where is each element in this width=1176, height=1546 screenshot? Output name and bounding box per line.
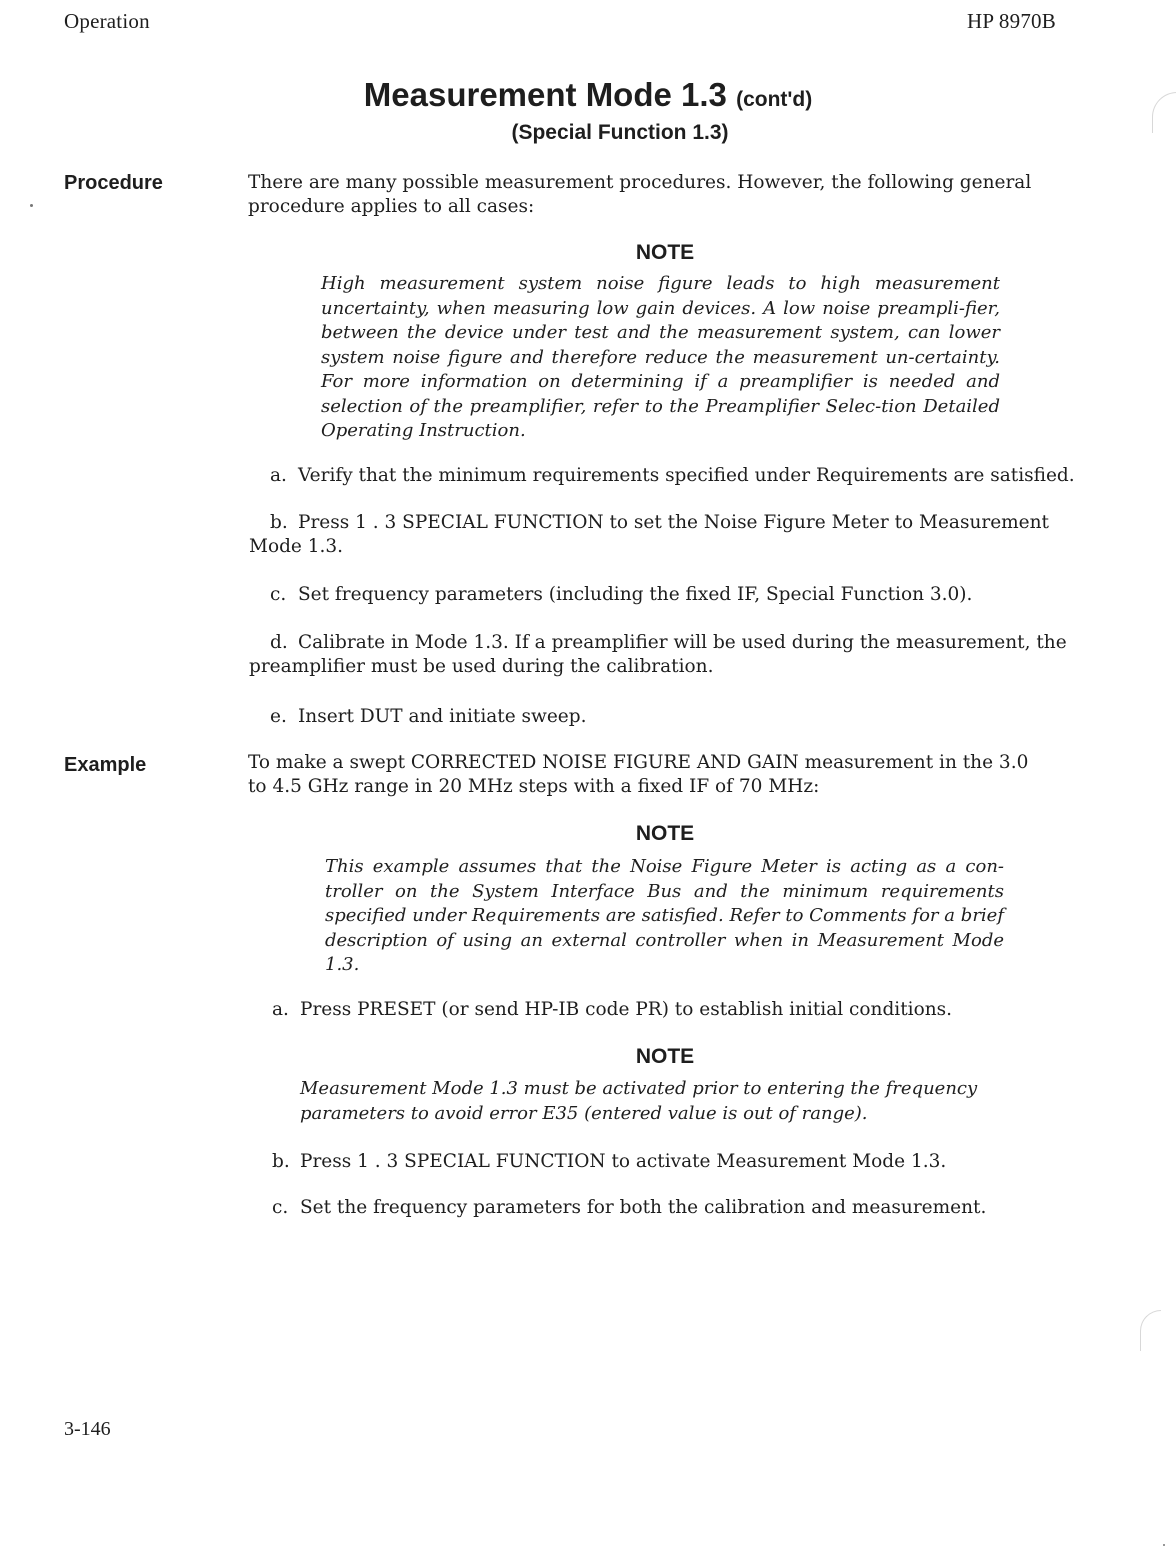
procedure-step-d <box>249 631 1089 679</box>
running-header-section: Operation <box>64 9 150 33</box>
step-letter: a. <box>272 999 289 1020</box>
procedure-label: Procedure <box>64 172 163 194</box>
procedure-step-a <box>270 464 1090 488</box>
step-text: Set frequency parameters (including the fixed IF, Special Function 3.0). <box>298 584 973 605</box>
step-text: Verify that the minimum requirements specified under Requirements are satisfied. <box>298 465 1075 486</box>
step-letter: c. <box>272 1197 289 1218</box>
example-intro-line1: To make a swept CORRECTED NOISE FIGURE AND GAIN measurement in the 3.0 <box>248 752 1029 773</box>
step-text: Press PRESET (or send HP-IB code PR) to establish initial conditions. <box>300 999 952 1020</box>
step-text-line1: Calibrate in Mode 1.3. If a preamplifier will be used during the measurement, the <box>298 632 1067 653</box>
example-note2-heading: NOTE <box>635 1045 695 1068</box>
procedure-note-text: High measurement system noise figure leads to high measurement uncertainty, when measuring low gain devices. A low noise preampli-fier, between the device under test and the measurement system, can lower system noise figure and therefore reduce the measurement un-certainty. For more information on determining if a preamplifier is needed and selection of the preamplifier, refer to the Preamplifier Selec-tion Detailed Operating Instruction. <box>321 273 1000 441</box>
procedure-intro <box>248 171 1078 219</box>
example-note1-text: This example assumes that the Noise Figure Meter is acting as a con-troller on the System Interface Bus and the minimum requirements specified under Requirements are satisfied. Refer to Comments for a brief description of using an external controller when in Measurement Mode 1.3. <box>325 856 1004 975</box>
step-text: Insert DUT and initiate sweep. <box>298 706 587 727</box>
step-text: Press 1 . 3 SPECIAL FUNCTION to activate Measurement Mode 1.3. <box>300 1151 947 1172</box>
step-text-line2: Mode 1.3. <box>249 536 344 557</box>
step-letter: d. <box>270 632 288 653</box>
example-step-a <box>272 998 1092 1022</box>
example-note2-text: Measurement Mode 1.3 must be activated prior to entering the frequency parameters to avoid error E35 (entered value is out of range). <box>300 1078 978 1124</box>
procedure-step-e <box>270 705 1090 729</box>
scan-edge-arc <box>1140 1310 1161 1351</box>
example-intro-line2: to 4.5 GHz range in 20 MHz steps with a fixed IF of 70 MHz: <box>248 776 820 797</box>
example-intro <box>248 751 1088 799</box>
procedure-note-heading: NOTE <box>635 241 695 264</box>
running-header-model: HP 8970B <box>967 9 1056 33</box>
step-letter: c. <box>270 584 287 605</box>
step-text-line2: preamplifier must be used during the calibration. <box>249 656 714 677</box>
page-number: 3-146 <box>64 1418 111 1440</box>
procedure-step-b <box>249 511 1089 559</box>
page-subtitle: (Special Function 1.3) <box>511 121 729 144</box>
step-text-line1: Press 1 . 3 SPECIAL FUNCTION to set the Noise Figure Meter to Measurement <box>298 512 1049 533</box>
step-text: Set the frequency parameters for both the calibration and measurement. <box>300 1197 987 1218</box>
step-letter: b. <box>272 1151 290 1172</box>
procedure-intro-line1: There are many possible measurement procedures. However, the following general <box>248 172 1032 193</box>
example-step-b <box>272 1150 1092 1174</box>
step-letter: a. <box>270 465 287 486</box>
example-label: Example <box>64 754 147 776</box>
example-step-c <box>272 1196 1092 1220</box>
example-note1-heading: NOTE <box>635 822 695 845</box>
page-title <box>0 76 1176 114</box>
page-title-contd: (cont'd) <box>736 88 813 111</box>
page-title-text: Measurement Mode 1.3 <box>363 76 727 113</box>
step-letter: b. <box>270 512 288 533</box>
scan-speck <box>30 204 33 207</box>
procedure-step-c <box>270 583 1090 607</box>
procedure-intro-line2: procedure applies to all cases: <box>248 196 535 217</box>
step-letter: e. <box>270 706 287 727</box>
